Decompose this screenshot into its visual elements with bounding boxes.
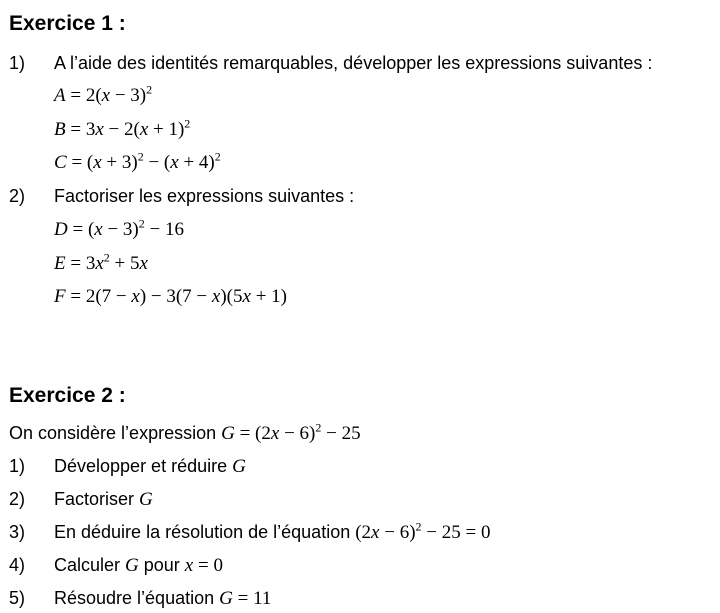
question-text: Développer et réduire G	[54, 456, 246, 477]
question-number: 2)	[9, 489, 26, 509]
question-text: En déduire la résolution de l’équation $(2x - 6)^2 - 25 = 0$	[54, 519, 491, 543]
question-text: Calculer G pour x = 0	[54, 555, 223, 576]
expression-a: $A = 2(x - 3)^2$	[54, 82, 153, 106]
question-text: Factoriser les expressions suivantes :	[54, 186, 355, 206]
exercise-1-title: Exercice 1 :	[9, 12, 126, 35]
question-text: Résoudre l’équation G = 11	[54, 588, 272, 609]
expression-c: $C = (x + 3)^2 - (x + 4)^2$	[54, 149, 221, 173]
exercise-2-intro: On considère l’expression $G = (2x - 6)^2 - 25$	[9, 420, 361, 444]
question-number: 1)	[9, 53, 26, 73]
expression-e: $E = 3x^2 + 5x$	[54, 250, 148, 274]
exercise-2-title: Exercice 2 :	[9, 384, 126, 407]
question-number: 1)	[9, 456, 26, 476]
question-number: 4)	[9, 555, 26, 575]
expression-b: $B = 3x - 2(x + 1)^2$	[54, 116, 191, 140]
expression-d: $D = (x - 3)^2 - 16$	[54, 216, 184, 240]
question-number: 5)	[9, 588, 26, 608]
question-number: 2)	[9, 186, 26, 206]
question-text: Factoriser G	[54, 489, 153, 510]
question-text: A l’aide des identités remarquables, développer les expressions suivantes :	[54, 53, 653, 73]
expression-f: F = 2(7 − x) − 3(7 − x)(5x + 1)	[54, 286, 287, 307]
question-number: 3)	[9, 522, 26, 542]
